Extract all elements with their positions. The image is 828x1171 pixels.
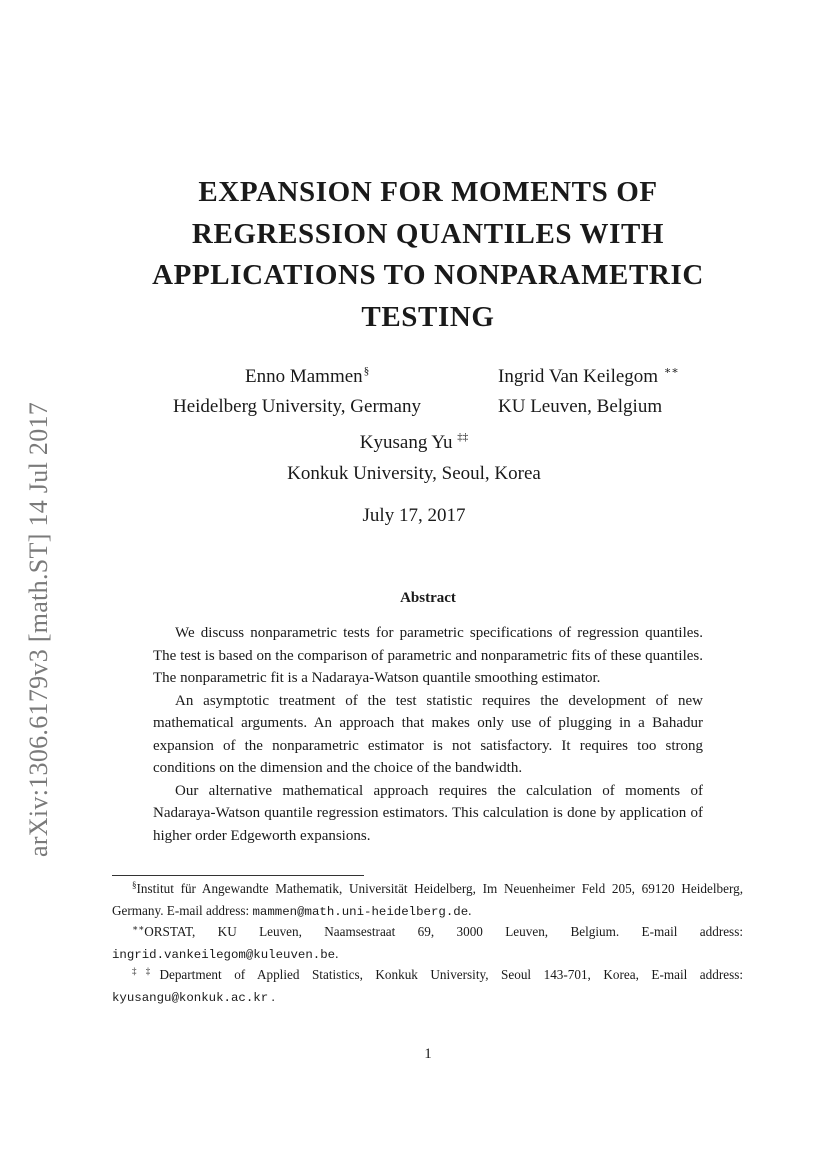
author-name-mammen: Enno Mammen§ — [245, 365, 370, 387]
footnote-mammen: §Institut für Angewandte Mathematik, Universität Heidelberg, Im Neuenheimer Feld 205, 69120 Heidelberg, Germany. E-mail address: mammen@math.uni-heidelberg.de. — [112, 880, 743, 919]
abstract-paragraph: We discuss nonparametric tests for parametric specifications of regression quantiles. The test is based on the comparison of parametric and nonparametric fits of these quantiles. The nonparametric fit is a Nadaraya-Watson quantile smoothing estimator. — [153, 625, 703, 686]
footnote-mark: ∗∗ — [663, 365, 679, 377]
title-line: REGRESSION QUANTILES WITH — [191, 217, 665, 250]
abstract-paragraph: Our alternative mathematical approach requires the calculation of moments of Nadaraya-Watson quantile regression estimators. This calculation is done by application of higher order Edgeworth expansions. — [153, 782, 703, 844]
footnote-van-keilegom: ∗∗ORSTAT, KU Leuven, Naamsestraat 69, 3000 Leuven, Belgium. E-mail address: ingrid.vankeilegom@kuleuven.be. — [112, 923, 743, 962]
paper-title — [100, 172, 756, 338]
title-line: TESTING — [361, 300, 495, 333]
abstract-body — [153, 622, 703, 847]
email-link[interactable]: ingrid.vankeilegom@kuleuven.be — [112, 947, 336, 962]
footnote-mark: ‡‡ — [457, 431, 469, 443]
email-link[interactable]: mammen@math.uni-heidelberg.de — [252, 904, 469, 919]
email-link[interactable]: kyusangu@konkuk.ac.kr — [112, 990, 269, 1005]
author-affiliation-yu: Konkuk University, Seoul, Korea — [287, 463, 541, 484]
title-line: APPLICATIONS TO NONPARAMETRIC — [152, 259, 704, 291]
abstract-paragraph: An asymptotic treatment of the test statistic requires the development of new mathematical arguments. An approach that makes only use of plugging in a Bahadur expansion of the nonparametric estimator is not satisfactory. It requires too strong conditions on the dimension and the choice of the bandwidth. — [153, 692, 703, 776]
arxiv-identifier: arXiv:1306.6179v3 [math.ST] 14 Jul 2017 — [24, 401, 53, 857]
title-line: EXPANSION FOR MOMENTS OF — [198, 176, 658, 208]
footnotes — [112, 879, 743, 1008]
author-affiliation-van-keilegom: KU Leuven, Belgium — [498, 396, 663, 417]
footnote-mark: § — [363, 365, 370, 377]
footnote-yu: ‡‡Department of Applied Statistics, Konkuk University, Seoul 143-701, Korea, E-mail address: kyusangu@konkuk.ac.kr . — [112, 966, 743, 1005]
abstract-heading: Abstract — [400, 590, 456, 606]
author-affiliation-mammen: Heidelberg University, Germany — [173, 396, 421, 417]
paper-date: July 17, 2017 — [362, 505, 466, 526]
footnote-rule — [112, 875, 364, 876]
author-name-yu: Kyusang Yu ‡‡ — [359, 431, 469, 453]
page-number: 1 — [424, 1046, 432, 1062]
author-name-van-keilegom: Ingrid Van Keilegom ∗∗ — [498, 365, 679, 387]
